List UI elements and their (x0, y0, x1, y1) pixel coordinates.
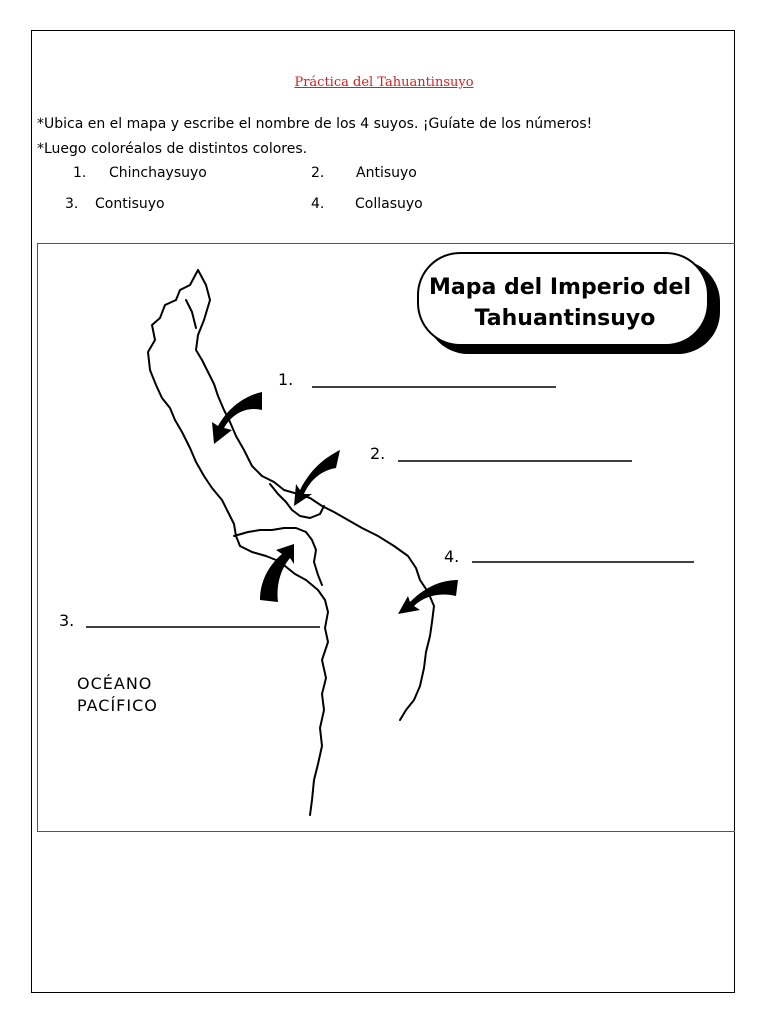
arrow-2-icon (294, 450, 340, 506)
suyo-2-number: 2. (311, 165, 325, 181)
suyo-4-name: Collasuyo (355, 196, 423, 212)
suyo-3-number: 3. (65, 196, 79, 212)
map-title-box (418, 253, 720, 354)
suyo-1-number: 1. (73, 165, 87, 181)
worksheet-title: Práctica del Tahuantinsuyo (294, 75, 474, 90)
ocean-label-line1: OCÉANO (77, 674, 153, 693)
map-label-4: 4. (444, 547, 460, 566)
suyo-2-name: Antisuyo (356, 165, 417, 181)
suyo-4-number: 4. (311, 196, 325, 212)
instruction-2: *Luego coloréalos de distintos colores. (37, 141, 308, 157)
arrow-4-icon (398, 580, 458, 614)
ocean-label-line2: PACÍFICO (77, 696, 158, 715)
map-label-1: 1. (278, 370, 294, 389)
arrow-3-icon (260, 544, 294, 602)
suyo-3-name: Contisuyo (95, 196, 165, 212)
map-title-line1: Mapa del Imperio del (428, 275, 692, 300)
ocean-label (77, 674, 158, 715)
map-label-3: 3. (59, 611, 75, 630)
suyo-1-name: Chinchaysuyo (109, 165, 207, 181)
territory-outline (148, 270, 434, 815)
instruction-1: *Ubica en el mapa y escribe el nombre de los 4 suyos. ¡Guíate de los números! (37, 116, 593, 132)
map-label-2: 2. (370, 444, 386, 463)
map-title-line2: Tahuantinsuyo (474, 306, 656, 331)
